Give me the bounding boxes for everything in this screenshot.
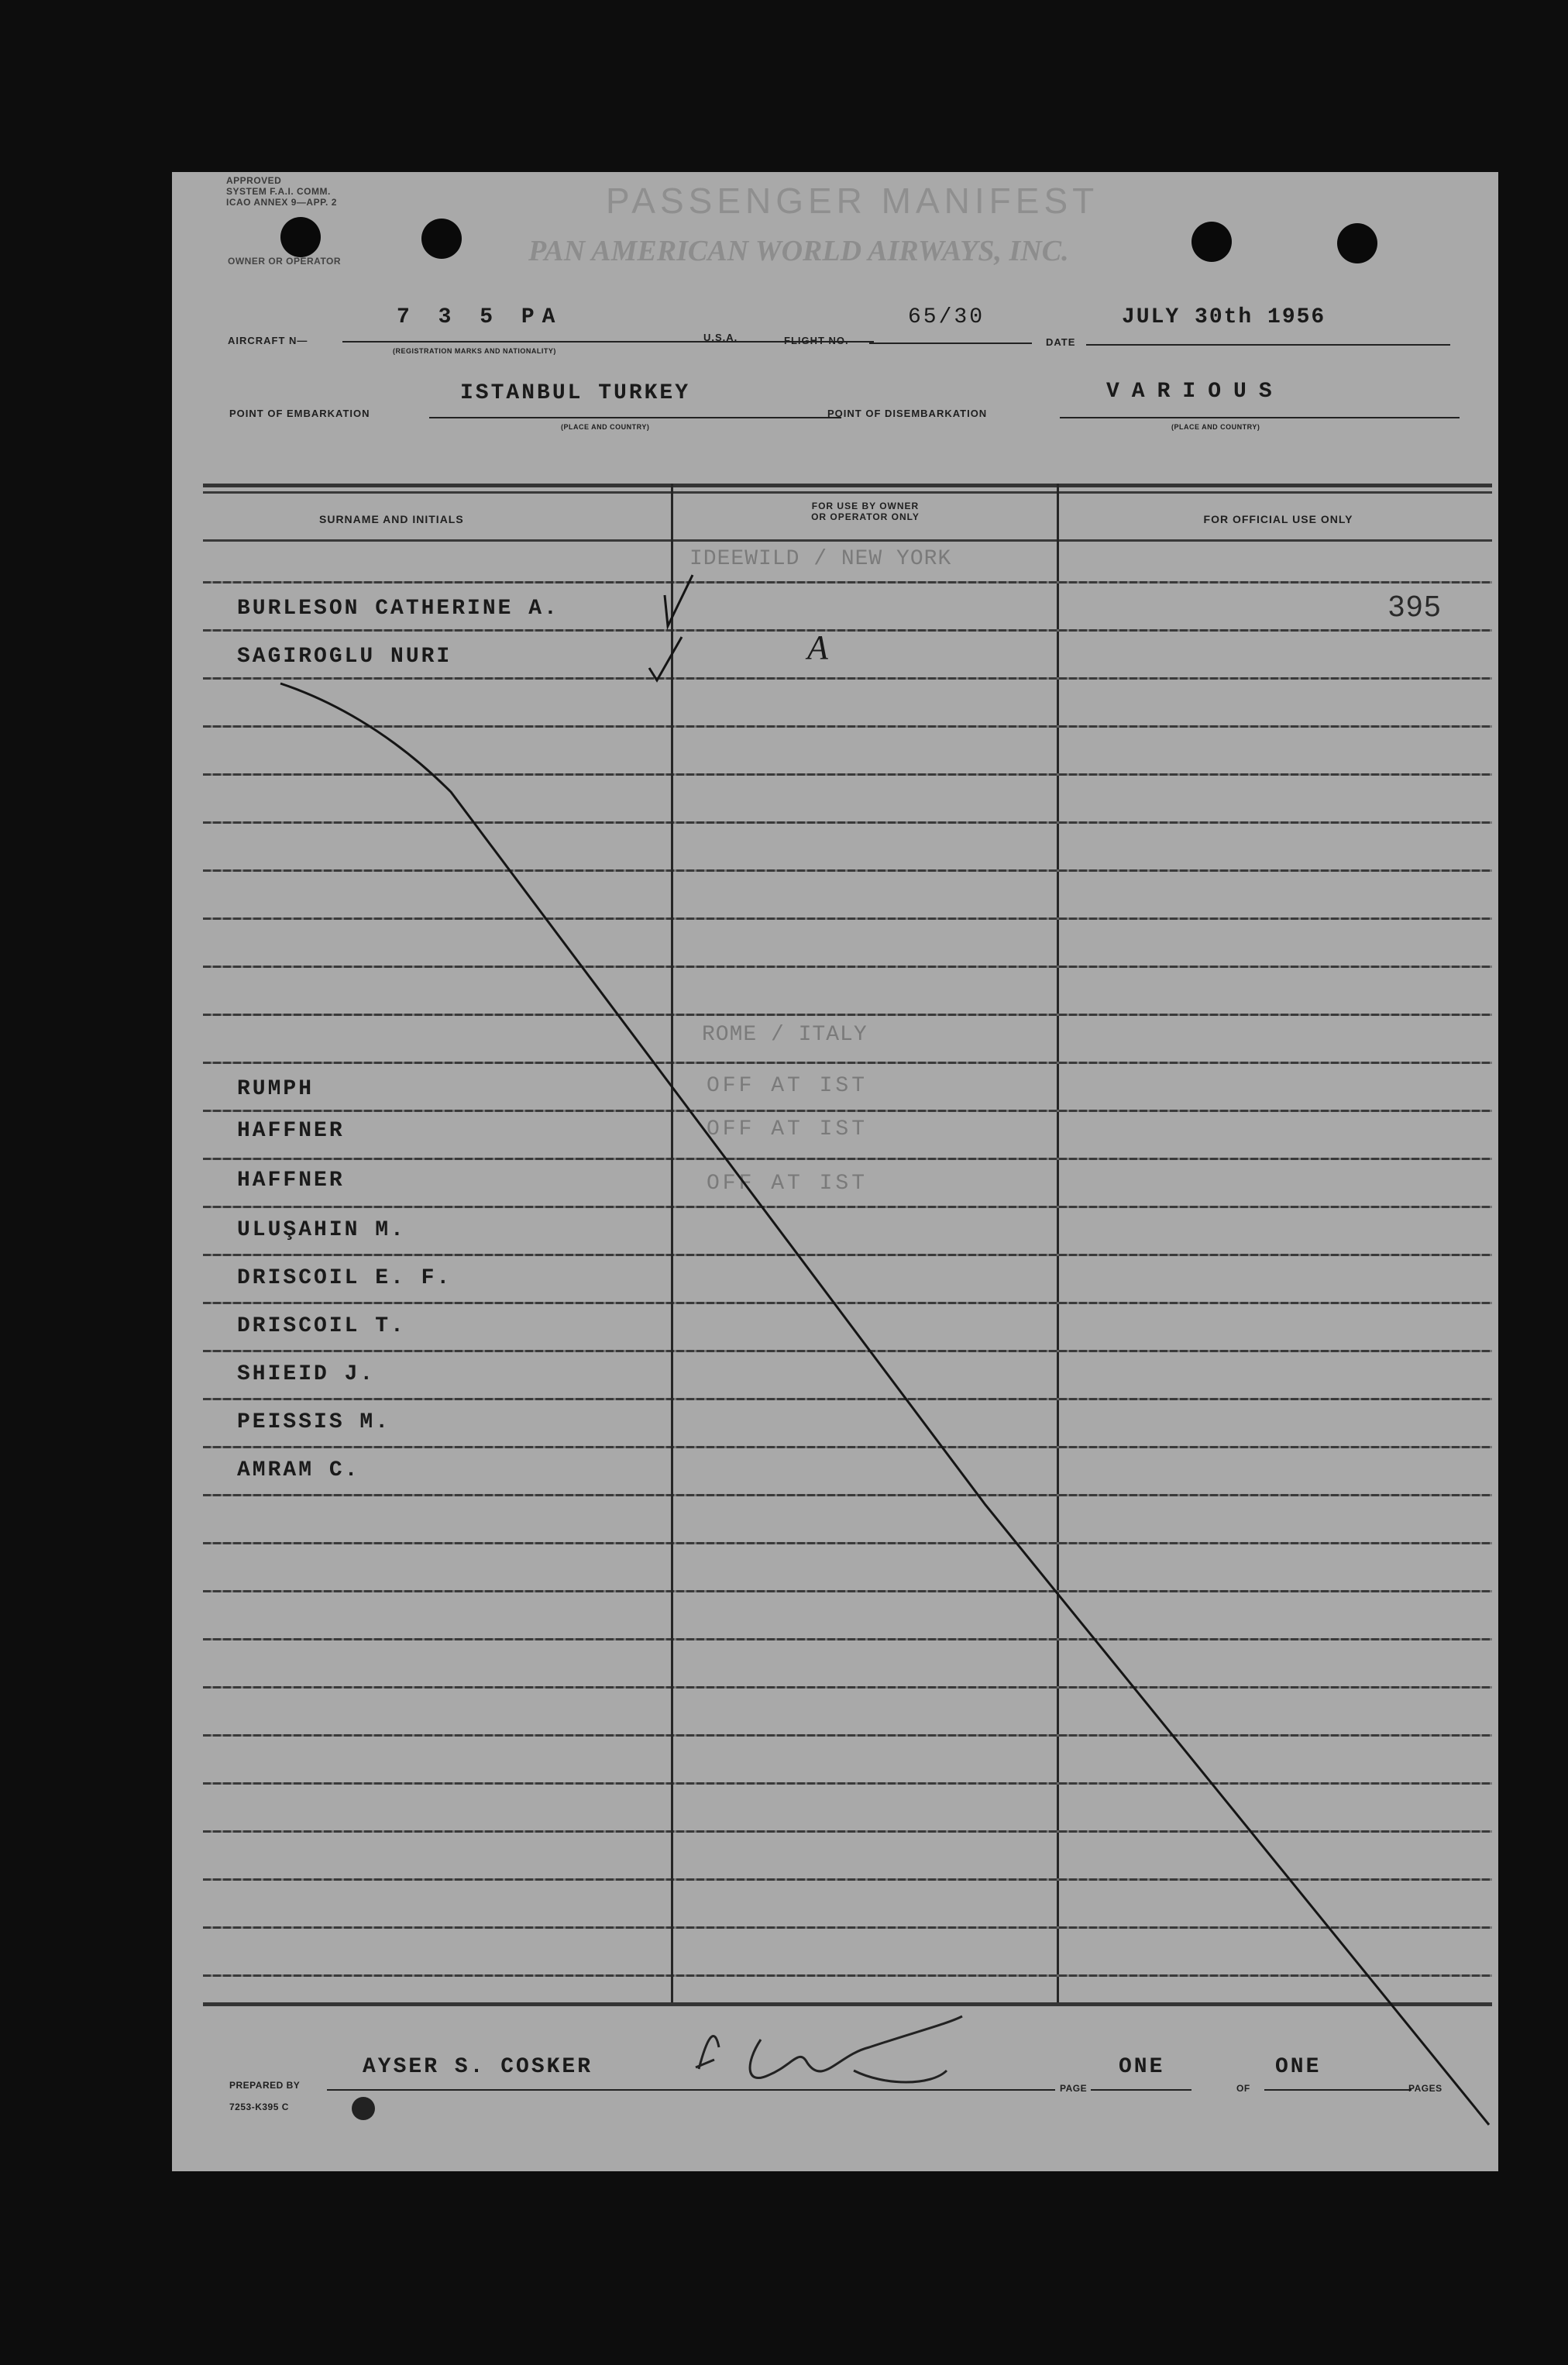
- destination-rome: ROME / ITALY: [702, 1023, 868, 1047]
- airline-name: PAN AMERICAN WORLD AIRWAYS, INC.: [528, 235, 1069, 267]
- destination-new-york: IDEEWILD / NEW YORK: [689, 547, 952, 571]
- passenger-name: RUMPH: [237, 1077, 315, 1101]
- passenger-name: SAGIROGLU NURI: [237, 645, 452, 669]
- passenger-note: OFF AT IST: [707, 1117, 868, 1141]
- signature-mark: [696, 2016, 962, 2082]
- passenger-note: OFF AT IST: [707, 1074, 868, 1098]
- aircraft-value: 7 3 5 PA: [397, 305, 563, 329]
- page-number: ONE: [1119, 2055, 1165, 2079]
- embarkation-value: ISTANBUL TURKEY: [460, 381, 691, 405]
- check-mark-icon: [665, 575, 693, 626]
- owner-label: OWNER OR OPERATOR: [228, 256, 342, 267]
- col-surname: SURNAME AND INITIALS: [319, 513, 464, 525]
- of-label: OF: [1236, 2083, 1250, 2094]
- passenger-name: ULUŞAHIN M.: [237, 1218, 406, 1242]
- passenger-name: SHIEID J.: [237, 1362, 376, 1386]
- check-mark-icon: [649, 637, 682, 680]
- handwritten-note: A: [807, 628, 828, 666]
- form-title: PASSENGER MANIFEST: [606, 181, 1099, 221]
- strike-through-line: [280, 683, 1489, 2125]
- page-total: ONE: [1275, 2055, 1322, 2079]
- aircraft-sub: (REGISTRATION MARKS AND NATIONALITY): [393, 347, 556, 355]
- disembarkation-value: VARIOUS: [1106, 380, 1284, 404]
- date-label: DATE: [1046, 336, 1076, 348]
- passenger-name: DRISCOIL E. F.: [237, 1266, 452, 1290]
- flight-value: 65/30: [908, 305, 985, 329]
- disembarkation-sub: (PLACE AND COUNTRY): [1171, 423, 1260, 431]
- passenger-name: HAFFNER: [237, 1119, 345, 1143]
- passenger-name: HAFFNER: [237, 1169, 345, 1193]
- passenger-name: BURLESON CATHERINE A.: [237, 597, 559, 621]
- handwriting-overlay: [172, 172, 1498, 2171]
- col-owner-use: FOR USE BY OWNER OR OPERATOR ONLY: [811, 501, 920, 522]
- official-number: 395: [1388, 590, 1442, 623]
- form-number: 7253-K395 C: [229, 2102, 289, 2112]
- embarkation-sub: (PLACE AND COUNTRY): [561, 423, 650, 431]
- flight-label: FLIGHT NO.: [784, 335, 849, 346]
- date-value: JULY 30th 1956: [1122, 305, 1326, 329]
- passenger-name: DRISCOIL T.: [237, 1314, 406, 1338]
- usa-label: U.S.A.: [703, 332, 738, 343]
- disembarkation-label: POINT OF DISEMBARKATION: [827, 408, 988, 419]
- embarkation-label: POINT OF EMBARKATION: [229, 408, 370, 419]
- aircraft-label: AIRCRAFT N—: [228, 335, 308, 346]
- prepared-label: PREPARED BY: [229, 2080, 301, 2091]
- approval-block: APPROVED SYSTEM F.A.I. COMM. ICAO ANNEX 9—APP. 2: [226, 175, 337, 208]
- passenger-note: OFF AT IST: [707, 1172, 868, 1196]
- page-label: PAGE: [1060, 2083, 1088, 2094]
- passenger-name: AMRAM C.: [237, 1458, 360, 1482]
- passenger-name: PEISSIS M.: [237, 1410, 391, 1434]
- prepared-by: AYSER S. COSKER: [363, 2055, 593, 2079]
- manifest-sheet: [172, 172, 1498, 2171]
- col-official: FOR OFFICIAL USE ONLY: [1203, 513, 1353, 525]
- pages-label: PAGES: [1408, 2083, 1442, 2094]
